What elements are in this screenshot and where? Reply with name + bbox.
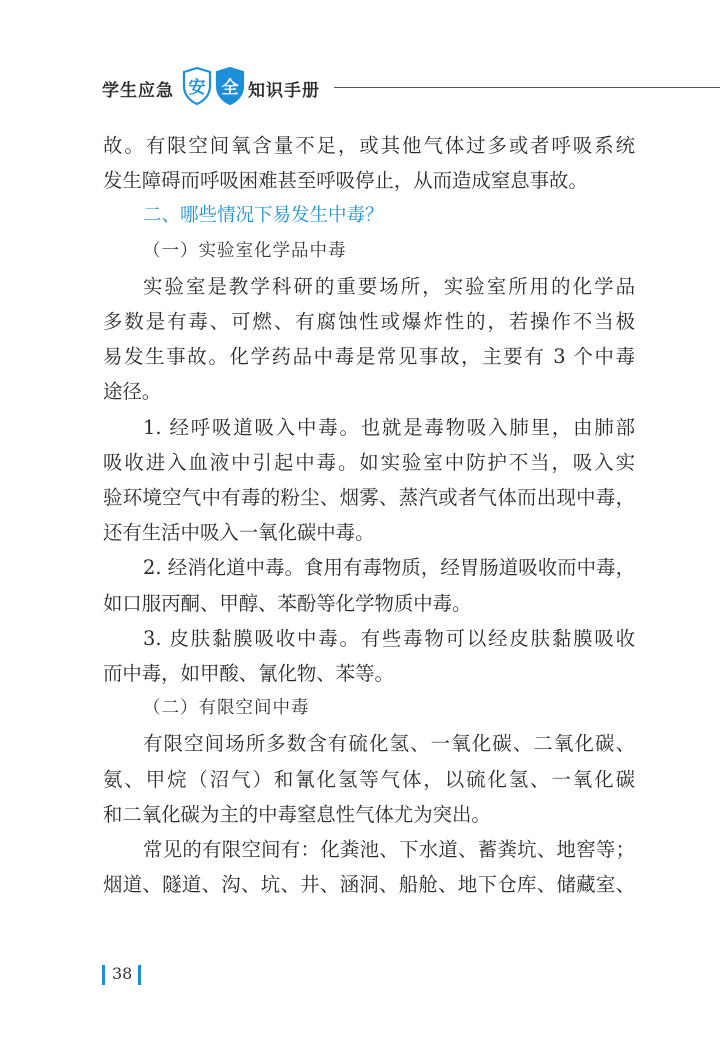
text-line: 验环境空气中有毒的粉尘、烟雾、蒸汽或者气体而出现中毒， [103, 486, 635, 510]
text-line: 途径。 [103, 380, 162, 404]
paragraph-continued [103, 128, 635, 198]
paragraph [103, 269, 635, 410]
text-line: 多数是有毒、可燃、有腐蚀性或爆炸性的，若操作不当极 [103, 310, 635, 334]
list-item-paragraph [103, 621, 635, 691]
footer-bar-left [102, 965, 105, 985]
paragraph [103, 726, 635, 832]
page-number: 38 [112, 964, 133, 983]
text-line: 吸收进入血液中引起中毒。如实验室中防护不当，吸入实 [103, 450, 635, 474]
paragraph [103, 832, 635, 902]
text-line: 常见的有限空间有：化粪池、下水道、蓄粪坑、地窖等； [143, 838, 635, 862]
header-title-left: 学生应急 [102, 81, 174, 101]
header-title-right: 知识手册 [248, 81, 320, 101]
shield-char-an: 安 [188, 78, 206, 98]
subsection-heading: （二）有限空间中毒 [143, 698, 310, 719]
running-header [102, 66, 720, 110]
text-line: 实验室是教学科研的重要场所，实验室所用的化学品 [143, 274, 635, 298]
text-line: 易发生事故。化学药品中毒是常见事故，主要有 3 个中毒 [103, 345, 635, 369]
text-line: 发生障碍而呼吸困难甚至呼吸停止，从而造成窒息事故。 [103, 169, 588, 193]
subsection-heading: （一）实验室化学品中毒 [143, 240, 347, 261]
page-body [103, 128, 635, 902]
text-line: 烟道、隧道、沟、坑、井、涵洞、船舱、地下仓库、储藏室、 [103, 873, 635, 897]
text-line: 3. 皮肤黏膜吸收中毒。有些毒物可以经皮肤黏膜吸收 [143, 626, 635, 650]
list-item-paragraph [103, 550, 635, 620]
text-line: 和二氧化碳为主的中毒窒息性气体尤为突出。 [103, 802, 491, 826]
shield-icon [215, 67, 245, 105]
shield-icon [182, 67, 212, 105]
text-line: 2. 经消化道中毒。食用有毒物质，经胃肠道吸收而中毒， [143, 556, 635, 580]
text-line: 氨、甲烷（沼气）和氰化氢等气体，以硫化氢、一氧化碳 [103, 767, 635, 791]
text-line: 还有生活中吸入一氧化碳中毒。 [103, 521, 375, 545]
footer-bar-right [138, 965, 141, 985]
header-divider [334, 87, 720, 88]
shield-char-quan: 全 [221, 78, 239, 98]
text-line: 如口服丙酮、甲醇、苯酚等化学物质中毒。 [103, 591, 472, 615]
section-heading: 二、哪些情况下易发生中毒？ [143, 205, 384, 227]
text-line: 1. 经呼吸道吸入中毒。也就是毒物吸入肺里，由肺部 [143, 415, 635, 439]
text-line: 故。有限空间氧含量不足，或其他气体过多或者呼吸系统 [103, 134, 635, 157]
text-line: 而中毒，如甲酸、氰化物、苯等。 [103, 662, 394, 686]
list-item-paragraph [103, 410, 635, 551]
text-line: 有限空间场所多数含有硫化氢、一氧化碳、二氧化碳、 [143, 732, 635, 756]
